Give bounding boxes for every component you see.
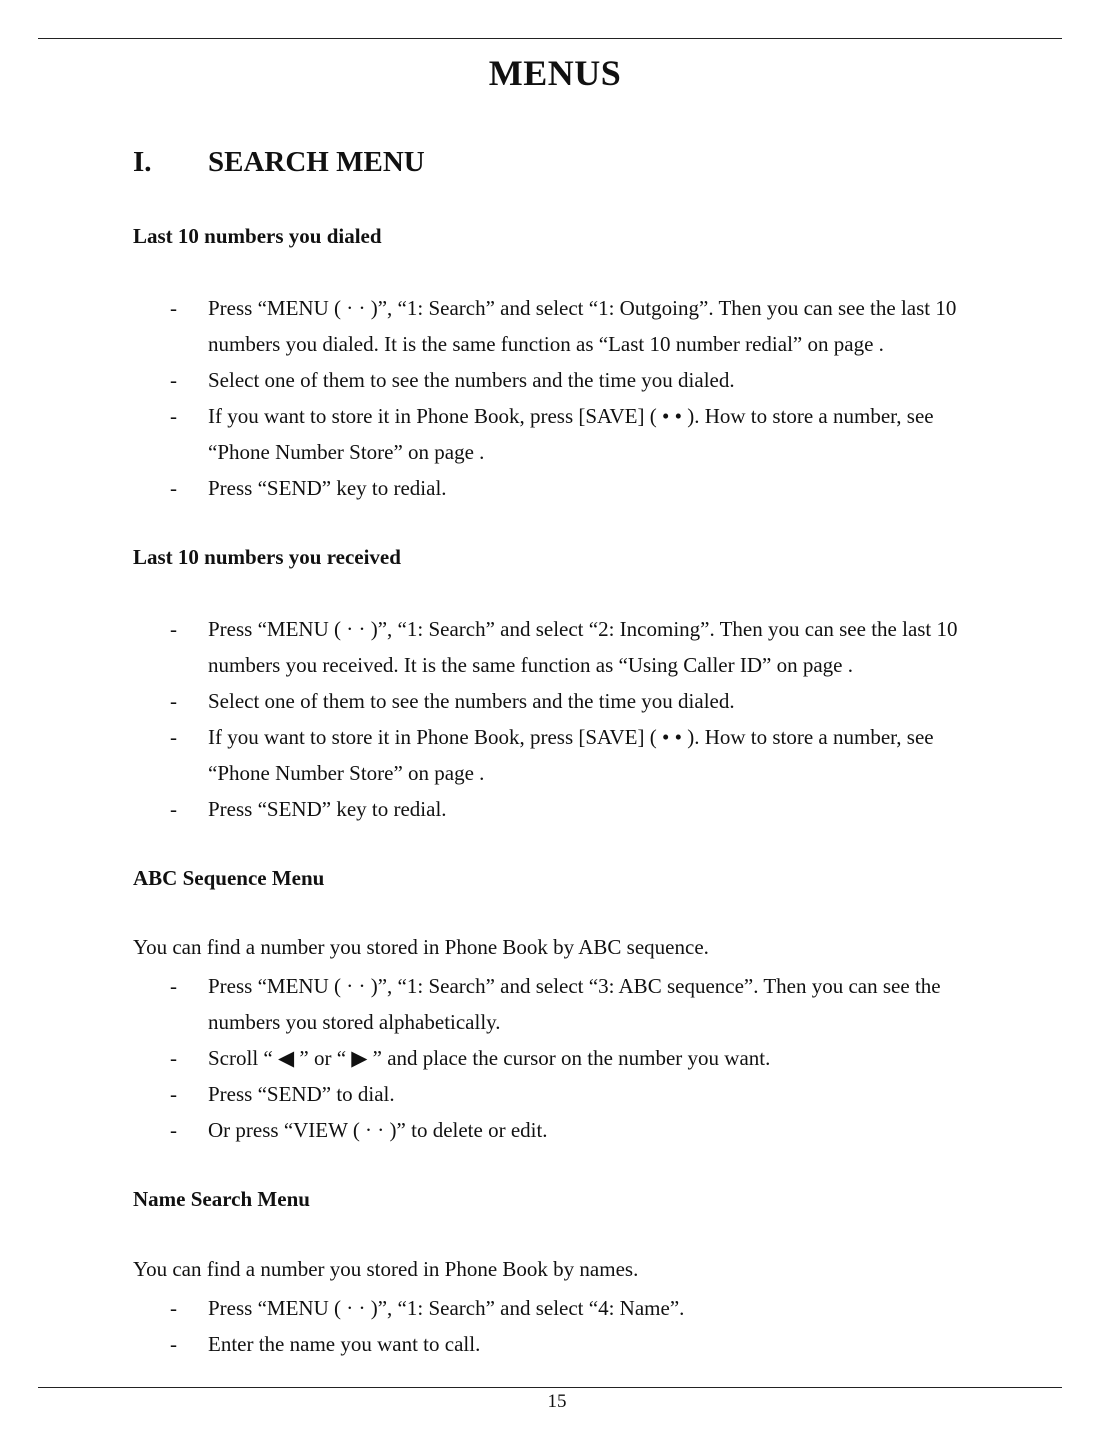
list-item-text: Scroll “ ◀ ” or “ ▶ ” and place the cursor on the number you want. bbox=[208, 1046, 771, 1070]
page-number: 15 bbox=[547, 1391, 567, 1412]
page-title: MENUS bbox=[488, 53, 622, 93]
bullet-dash: - bbox=[170, 689, 177, 713]
list-item-text: If you want to store it in Phone Book, press [SAVE] ( • • ). How to store a number, see “Phone Number Store” on page . bbox=[208, 725, 934, 785]
list-dialed bbox=[0, 290, 1106, 506]
list-item bbox=[0, 290, 978, 362]
bullet-dash: - bbox=[170, 797, 177, 821]
subsection-intro-name: You can find a number you stored in Phone Book by names. bbox=[133, 1257, 639, 1281]
bullet-dash: - bbox=[170, 617, 177, 641]
list-abc bbox=[0, 968, 1106, 1148]
list-item-text: Press “MENU ( · · )”, “1: Search” and select “2: Incoming”. Then you can see the last 10 numbers you received. It is the same function as “Using Caller ID” on page . bbox=[208, 617, 958, 677]
bullet-dash: - bbox=[170, 974, 177, 998]
bullet-dash: - bbox=[170, 368, 177, 392]
list-item-text: Enter the name you want to call. bbox=[208, 1332, 481, 1356]
list-item bbox=[0, 1326, 978, 1362]
list-item-text: Press “SEND” key to redial. bbox=[208, 797, 447, 821]
subsection-title-dialed: Last 10 numbers you dialed bbox=[133, 224, 382, 248]
bullet-dash: - bbox=[170, 725, 177, 749]
section-number: I. bbox=[133, 146, 152, 178]
bullet-dash: - bbox=[170, 476, 177, 500]
bottom-rule bbox=[38, 1387, 1062, 1388]
bullet-dash: - bbox=[170, 1118, 177, 1142]
bullet-dash: - bbox=[170, 296, 177, 320]
list-item-text: Or press “VIEW ( · · )” to delete or edit. bbox=[208, 1118, 548, 1142]
bullet-dash: - bbox=[170, 1332, 177, 1356]
subsection-title-name: Name Search Menu bbox=[133, 1187, 310, 1211]
list-item-text: Select one of them to see the numbers and the time you dialed. bbox=[208, 689, 735, 713]
list-item bbox=[0, 1040, 978, 1076]
list-item bbox=[0, 470, 978, 506]
list-item-text: Select one of them to see the numbers and the time you dialed. bbox=[208, 368, 735, 392]
list-item-text: Press “SEND” key to redial. bbox=[208, 476, 447, 500]
subsection-intro-abc: You can find a number you stored in Phone Book by ABC sequence. bbox=[133, 935, 709, 959]
list-item bbox=[0, 1290, 978, 1326]
top-rule bbox=[38, 38, 1062, 39]
list-item-text: If you want to store it in Phone Book, press [SAVE] ( • • ). How to store a number, see “Phone Number Store” on page . bbox=[208, 404, 934, 464]
list-received bbox=[0, 611, 1106, 827]
bullet-dash: - bbox=[170, 1296, 177, 1320]
list-item bbox=[0, 611, 978, 683]
list-item bbox=[0, 398, 978, 470]
list-item bbox=[0, 719, 978, 791]
list-item bbox=[0, 1076, 978, 1112]
bullet-dash: - bbox=[170, 1046, 177, 1070]
list-item-text: Press “SEND” to dial. bbox=[208, 1082, 395, 1106]
list-item bbox=[0, 791, 978, 827]
list-item bbox=[0, 362, 978, 398]
list-item bbox=[0, 1112, 978, 1148]
subsection-title-abc: ABC Sequence Menu bbox=[133, 866, 325, 890]
bullet-dash: - bbox=[170, 1082, 177, 1106]
list-item bbox=[0, 968, 978, 1040]
list-item-text: Press “MENU ( · · )”, “1: Search” and select “4: Name”. bbox=[208, 1296, 685, 1320]
list-item bbox=[0, 683, 978, 719]
list-item-text: Press “MENU ( · · )”, “1: Search” and select “3: ABC sequence”. Then you can see the numbers you stored alphabetically. bbox=[208, 974, 941, 1034]
section-title: SEARCH MENU bbox=[208, 146, 425, 178]
list-item-text: Press “MENU ( · · )”, “1: Search” and select “1: Outgoing”. Then you can see the last 10 numbers you dialed. It is the same function as “Last 10 number redial” on page . bbox=[208, 296, 957, 356]
list-name bbox=[0, 1290, 1106, 1362]
section-heading bbox=[133, 146, 425, 179]
bullet-dash: - bbox=[170, 404, 177, 428]
subsection-title-received: Last 10 numbers you received bbox=[133, 545, 401, 569]
